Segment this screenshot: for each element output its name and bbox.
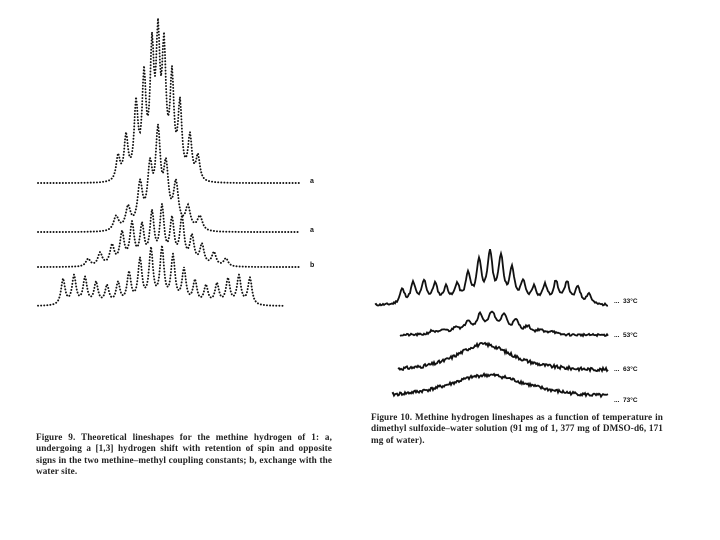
fig9-trace-label-1: a	[310, 178, 314, 185]
fig9-trace-label-3: b	[310, 262, 315, 269]
temp-63: 63°C	[623, 366, 638, 373]
fig10-trace-73C	[392, 374, 608, 397]
temp-prefix: ...	[614, 366, 620, 373]
fig9-trace-b-bottom	[38, 245, 285, 305]
figure-9-plot	[38, 18, 300, 306]
figure-9-caption: Figure 9. Theoretical lineshapes for the methine hydrogen of 1: a, undergoing a [1,3] hydrogen shift with retention of spin and opposite signs in the two methine–methyl coupling constants; b, exchange with the water site.	[36, 432, 332, 477]
temp-prefix: ...	[614, 332, 620, 339]
temp-73: 73°C	[623, 397, 638, 404]
temp-33: 33°C	[623, 298, 638, 305]
figure-10-plot	[375, 249, 608, 396]
fig9-trace-a-middle	[38, 124, 300, 232]
fig10-trace-63C	[398, 343, 608, 371]
temp-53: 53°C	[623, 332, 638, 339]
fig10-trace-33C	[375, 249, 608, 306]
fig9-trace-label-2: a	[310, 227, 314, 234]
figure-10-caption: Figure 10. Methine hydrogen lineshapes as a function of temperature in dimethyl sulfoxide–water solution (91 mg of 1, 377 mg of DMSO-d6, 171 mg of water).	[371, 412, 663, 445]
fig10-trace-53C	[400, 312, 608, 336]
fig10-temp-row-2	[614, 332, 638, 339]
fig9-trace-a-top	[38, 18, 300, 183]
fig10-temp-row-4	[614, 397, 638, 404]
temp-prefix: ...	[614, 298, 620, 305]
temp-prefix: ...	[614, 397, 620, 404]
fig10-temp-row-1	[614, 298, 638, 305]
fig10-temp-row-3	[614, 366, 638, 373]
fig9-trace-b-middle	[38, 204, 300, 267]
